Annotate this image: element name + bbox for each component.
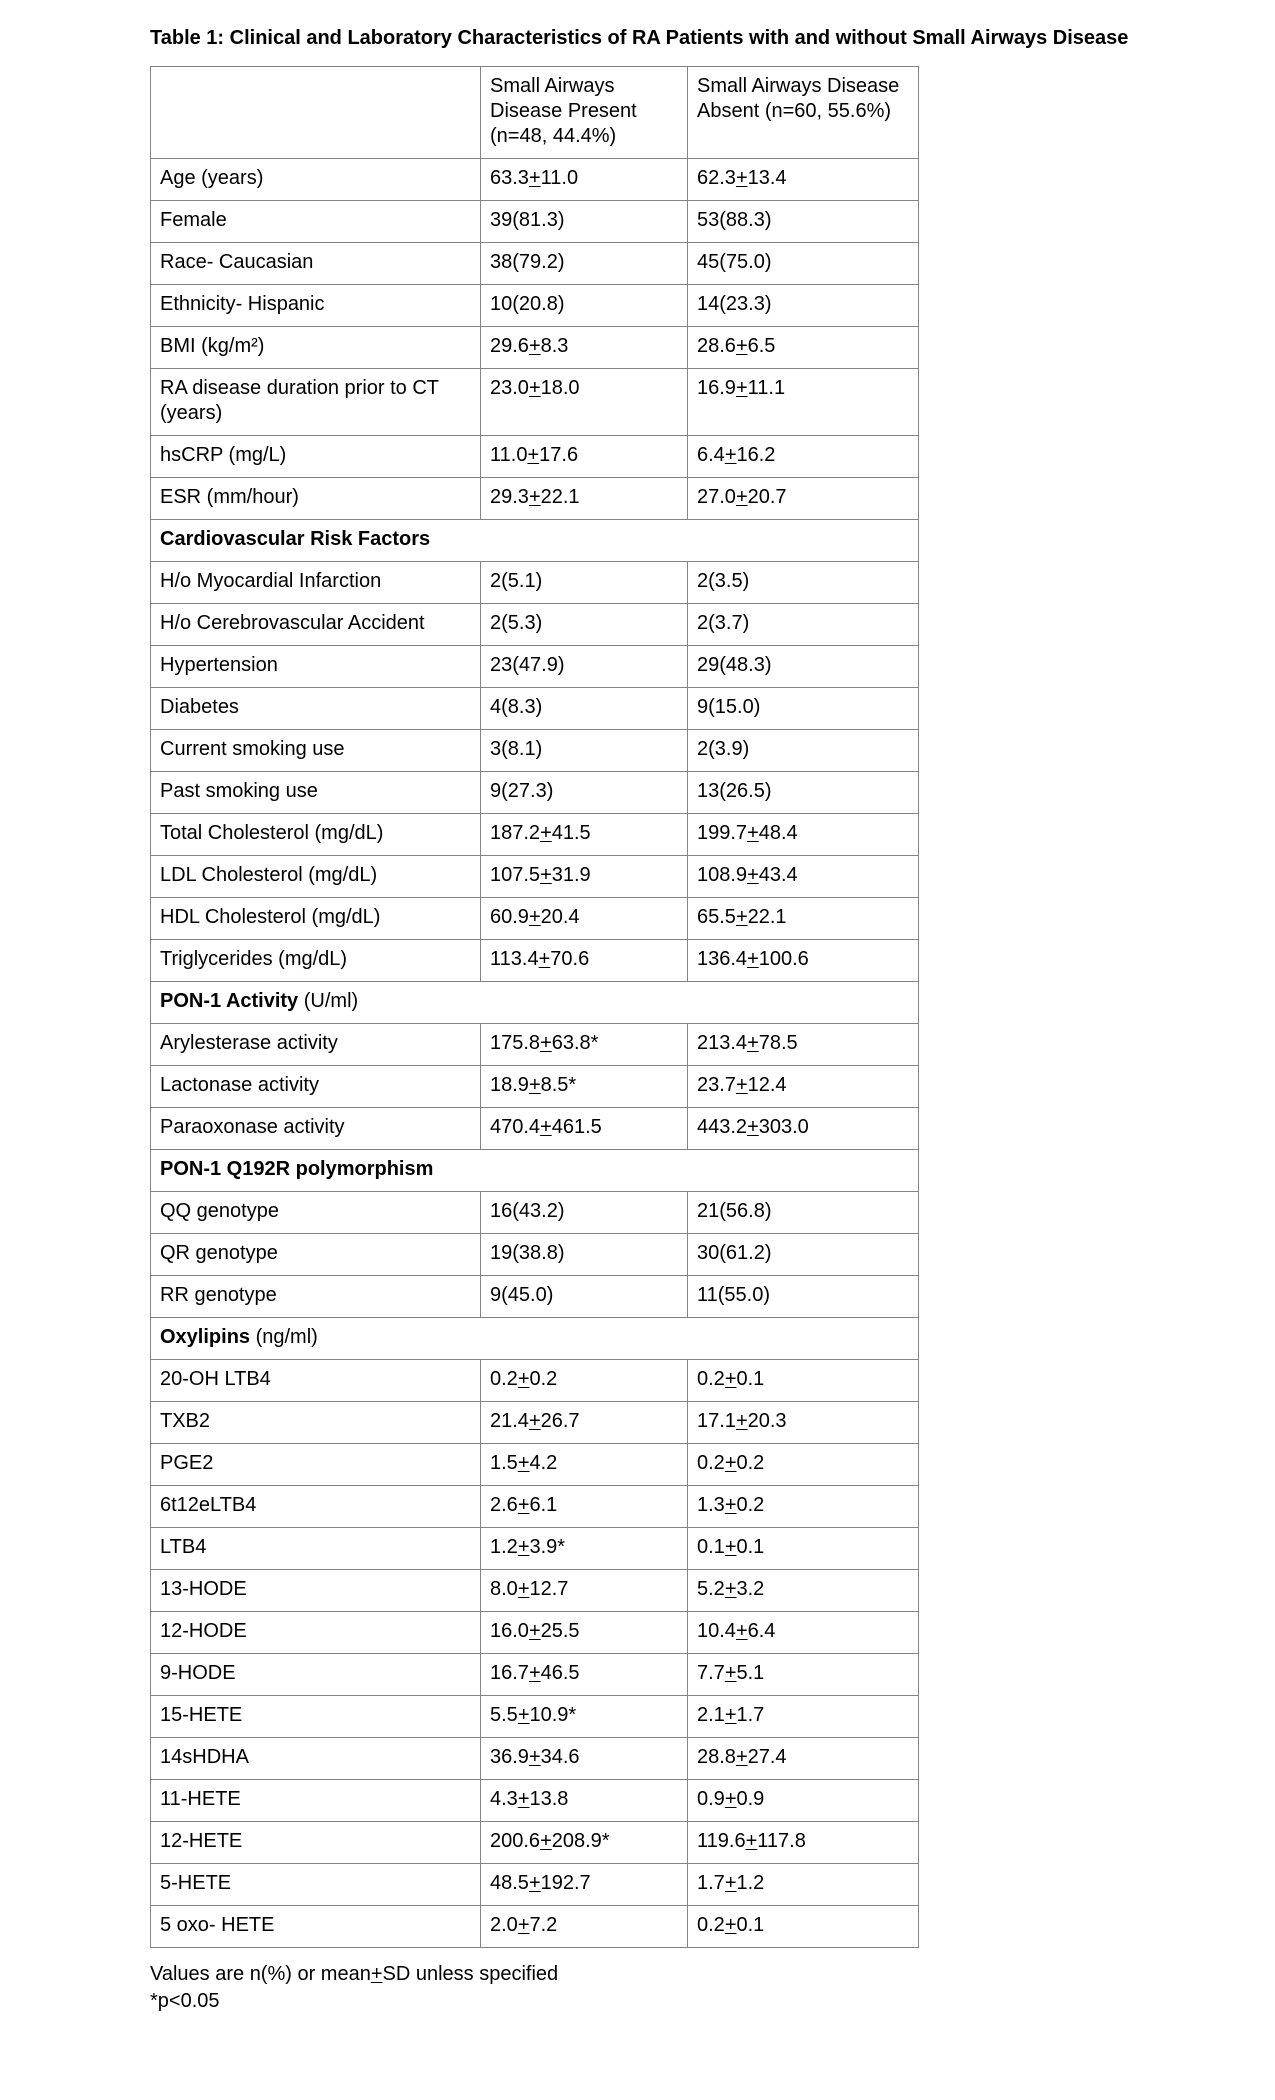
value-absent: 2.1+1.7 [688,1696,919,1738]
row-label: 9-HODE [151,1654,481,1696]
plus-minus-sign: + [724,1914,737,1936]
row-label: HDL Cholesterol (mg/dL) [151,898,481,940]
value-present: 29.3+22.1 [481,478,688,520]
plus-minus-sign: + [745,1830,758,1852]
plus-minus-sign: + [528,1662,541,1684]
plus-minus-sign: + [528,335,541,357]
plus-minus-sign: + [528,1410,541,1432]
value-absent: 21(56.8) [688,1192,919,1234]
row-label: 20-OH LTB4 [151,1360,481,1402]
value-present: 23.0+18.0 [481,369,688,436]
value-present: 1.5+4.2 [481,1444,688,1486]
plus-minus-sign: + [724,1494,737,1516]
table-title: Table 1: Clinical and Laboratory Characteristics of RA Patients with and without Small Airways Disease [150,27,1129,49]
value-absent: 27.0+20.7 [688,478,919,520]
table-row [151,201,919,243]
value-present: 19(38.8) [481,1234,688,1276]
table-row [151,1822,919,1864]
row-label: Total Cholesterol (mg/dL) [151,814,481,856]
plus-minus-sign: + [528,906,541,928]
plus-minus-sign: + [735,377,748,399]
value-absent: 16.9+11.1 [688,369,919,436]
value-present: 39(81.3) [481,201,688,243]
value-absent: 0.2+0.1 [688,1360,919,1402]
value-present: 1.2+3.9* [481,1528,688,1570]
value-present: 21.4+26.7 [481,1402,688,1444]
value-present: 200.6+208.9* [481,1822,688,1864]
row-label: 11-HETE [151,1780,481,1822]
value-present: 2(5.3) [481,604,688,646]
value-absent: 45(75.0) [688,243,919,285]
value-absent: 2(3.5) [688,562,919,604]
table-row [151,1906,919,1948]
value-absent: 28.6+6.5 [688,327,919,369]
value-present: 2(5.1) [481,562,688,604]
footnote-pvalue: *p<0.05 [150,1990,220,2012]
section-title: PON-1 Q192R polymorphism [160,1158,434,1180]
value-absent: 10.4+6.4 [688,1612,919,1654]
value-absent: 0.1+0.1 [688,1528,919,1570]
value-present: 4(8.3) [481,688,688,730]
row-label: Past smoking use [151,772,481,814]
section-header-row [151,520,919,562]
table-row [151,1444,919,1486]
table-row [151,1570,919,1612]
value-present: 470.4+461.5 [481,1108,688,1150]
value-absent: 17.1+20.3 [688,1402,919,1444]
value-absent: 0.2+0.2 [688,1444,919,1486]
row-label: QR genotype [151,1234,481,1276]
table-row [151,646,919,688]
table-row [151,1234,919,1276]
plus-minus-sign: + [724,1578,737,1600]
plus-minus-sign: + [538,948,551,970]
value-present: 63.3+11.0 [481,159,688,201]
table-row [151,1780,919,1822]
value-absent: 1.3+0.2 [688,1486,919,1528]
plus-minus-sign: + [528,167,541,189]
row-label: Paraoxonase activity [151,1108,481,1150]
row-label: 14sHDHA [151,1738,481,1780]
plus-minus-sign: + [747,864,759,886]
value-absent: 53(88.3) [688,201,919,243]
plus-minus-sign: + [540,822,552,844]
plus-minus-sign: + [540,1032,552,1054]
plus-minus-sign: + [370,1963,383,1985]
row-label: LDL Cholesterol (mg/dL) [151,856,481,898]
plus-minus-sign: + [735,1620,748,1642]
table-row [151,1024,919,1066]
value-present: 3(8.1) [481,730,688,772]
row-label: H/o Cerebrovascular Accident [151,604,481,646]
table-header-row [151,67,919,159]
plus-minus-sign: + [517,1536,530,1558]
value-absent: 108.9+43.4 [688,856,919,898]
value-present: 113.4+70.6 [481,940,688,982]
value-absent: 119.6+117.8 [688,1822,919,1864]
row-label: RA disease duration prior to CT (years) [151,369,481,436]
plus-minus-sign: + [735,1410,748,1432]
plus-minus-sign: + [735,486,748,508]
value-absent: 30(61.2) [688,1234,919,1276]
value-absent: 62.3+13.4 [688,159,919,201]
plus-minus-sign: + [735,167,748,189]
row-label: 15-HETE [151,1696,481,1738]
table-row [151,688,919,730]
plus-minus-sign: + [747,1032,759,1054]
row-label: H/o Myocardial Infarction [151,562,481,604]
plus-minus-sign: + [528,1872,541,1894]
table-row [151,1066,919,1108]
value-present: 107.5+31.9 [481,856,688,898]
value-absent: 11(55.0) [688,1276,919,1318]
row-label: PGE2 [151,1444,481,1486]
value-absent: 6.4+16.2 [688,436,919,478]
value-present: 60.9+20.4 [481,898,688,940]
row-label: 5-HETE [151,1864,481,1906]
row-label: 12-HODE [151,1612,481,1654]
plus-minus-sign: + [528,1074,541,1096]
table-row [151,1654,919,1696]
value-present: 187.2+41.5 [481,814,688,856]
row-label: Lactonase activity [151,1066,481,1108]
value-absent: 14(23.3) [688,285,919,327]
table-row [151,562,919,604]
row-label: Race- Caucasian [151,243,481,285]
header-present-column: Small Airways Disease Present (n=48, 44.4%) [481,67,688,159]
value-present: 4.3+13.8 [481,1780,688,1822]
table-row [151,940,919,982]
characteristics-table [150,66,919,1948]
section-header-row [151,1150,919,1192]
table-row [151,604,919,646]
value-present: 2.0+7.2 [481,1906,688,1948]
value-absent: 0.9+0.9 [688,1780,919,1822]
table-row [151,856,919,898]
value-present: 16(43.2) [481,1192,688,1234]
plus-minus-sign: + [735,1074,748,1096]
row-label: Arylesterase activity [151,1024,481,1066]
plus-minus-sign: + [517,1914,530,1936]
table-row [151,1612,919,1654]
value-absent: 199.7+48.4 [688,814,919,856]
row-label: 12-HETE [151,1822,481,1864]
row-label: ESR (mm/hour) [151,478,481,520]
plus-minus-sign: + [540,864,552,886]
table-row [151,159,919,201]
row-label: Triglycerides (mg/dL) [151,940,481,982]
value-present: 16.7+46.5 [481,1654,688,1696]
value-present: 48.5+192.7 [481,1864,688,1906]
row-label: LTB4 [151,1528,481,1570]
plus-minus-sign: + [724,1368,737,1390]
value-absent: 443.2+303.0 [688,1108,919,1150]
row-label: 13-HODE [151,1570,481,1612]
table-row [151,285,919,327]
table-row [151,1738,919,1780]
value-present: 29.6+8.3 [481,327,688,369]
value-absent: 7.7+5.1 [688,1654,919,1696]
plus-minus-sign: + [540,1830,552,1852]
plus-minus-sign: + [517,1494,530,1516]
value-absent: 0.2+0.1 [688,1906,919,1948]
plus-minus-sign: + [528,377,541,399]
value-absent: 13(26.5) [688,772,919,814]
value-present: 9(45.0) [481,1276,688,1318]
table-row [151,243,919,285]
plus-minus-sign: + [517,1368,530,1390]
plus-minus-sign: + [527,444,540,466]
plus-minus-sign: + [724,444,737,466]
plus-minus-sign: + [735,1746,748,1768]
row-label: 6t12eLTB4 [151,1486,481,1528]
section-header-cell [151,1150,919,1192]
table-row [151,1360,919,1402]
plus-minus-sign: + [724,1704,737,1726]
value-present: 9(27.3) [481,772,688,814]
section-header-cell [151,520,919,562]
value-present: 8.0+12.7 [481,1570,688,1612]
row-label: QQ genotype [151,1192,481,1234]
row-label: Current smoking use [151,730,481,772]
value-absent: 23.7+12.4 [688,1066,919,1108]
plus-minus-sign: + [528,1620,541,1642]
value-absent: 1.7+1.2 [688,1864,919,1906]
row-label: TXB2 [151,1402,481,1444]
value-absent: 29(48.3) [688,646,919,688]
row-label: Diabetes [151,688,481,730]
plus-minus-sign: + [517,1788,530,1810]
table-row [151,772,919,814]
table-row [151,369,919,436]
plus-minus-sign: + [517,1452,530,1474]
header-empty-cell [151,67,481,159]
footnotes [150,1961,1275,2015]
row-label: Female [151,201,481,243]
plus-minus-sign: + [540,1116,552,1138]
section-title: PON-1 Activity [160,990,299,1012]
value-absent: 65.5+22.1 [688,898,919,940]
row-label: 5 oxo- HETE [151,1906,481,1948]
section-title: Oxylipins [160,1326,251,1348]
table-row [151,478,919,520]
plus-minus-sign: + [517,1578,530,1600]
table-row [151,436,919,478]
value-absent: 136.4+100.6 [688,940,919,982]
row-label: Age (years) [151,159,481,201]
value-absent: 5.2+3.2 [688,1570,919,1612]
table-row [151,1864,919,1906]
table-row [151,1402,919,1444]
value-present: 23(47.9) [481,646,688,688]
plus-minus-sign: + [735,906,748,928]
plus-minus-sign: + [735,335,748,357]
row-label: RR genotype [151,1276,481,1318]
plus-minus-sign: + [747,1116,759,1138]
value-absent: 213.4+78.5 [688,1024,919,1066]
table-body [151,159,919,1948]
row-label: BMI (kg/m²) [151,327,481,369]
table-row [151,327,919,369]
value-present: 16.0+25.5 [481,1612,688,1654]
value-absent: 9(15.0) [688,688,919,730]
value-present: 2.6+6.1 [481,1486,688,1528]
header-absent-column: Small Airways Disease Absent (n=60, 55.6%) [688,67,919,159]
section-header-cell: PON-1 Activity (U/ml) [151,982,919,1024]
plus-minus-sign: + [724,1536,737,1558]
value-present: 0.2+0.2 [481,1360,688,1402]
section-title: Cardiovascular Risk Factors [160,528,431,550]
table-row [151,1276,919,1318]
row-label: Hypertension [151,646,481,688]
plus-minus-sign: + [724,1662,737,1684]
table-row [151,730,919,772]
value-present: 36.9+34.6 [481,1738,688,1780]
plus-minus-sign: + [724,1452,737,1474]
section-header-row [151,982,919,1024]
table-row [151,1528,919,1570]
table-row [151,1486,919,1528]
value-present: 5.5+10.9* [481,1696,688,1738]
plus-minus-sign: + [724,1788,737,1810]
table-row [151,898,919,940]
section-header-row [151,1318,919,1360]
row-label: hsCRP (mg/L) [151,436,481,478]
section-header-cell: Oxylipins (ng/ml) [151,1318,919,1360]
value-present: 11.0+17.6 [481,436,688,478]
value-present: 10(20.8) [481,285,688,327]
value-absent: 2(3.9) [688,730,919,772]
table-row [151,1696,919,1738]
table-row [151,1108,919,1150]
plus-minus-sign: + [528,1746,541,1768]
value-present: 175.8+63.8* [481,1024,688,1066]
footnote-values: Values are n(%) or mean+SD unless specified [150,1963,559,1985]
table-row [151,1192,919,1234]
table-row [151,814,919,856]
plus-minus-sign: + [747,822,759,844]
value-absent: 2(3.7) [688,604,919,646]
plus-minus-sign: + [528,486,541,508]
row-label: Ethnicity- Hispanic [151,285,481,327]
value-present: 18.9+8.5* [481,1066,688,1108]
value-absent: 28.8+27.4 [688,1738,919,1780]
plus-minus-sign: + [747,948,759,970]
plus-minus-sign: + [517,1704,530,1726]
value-present: 38(79.2) [481,243,688,285]
plus-minus-sign: + [724,1872,737,1894]
